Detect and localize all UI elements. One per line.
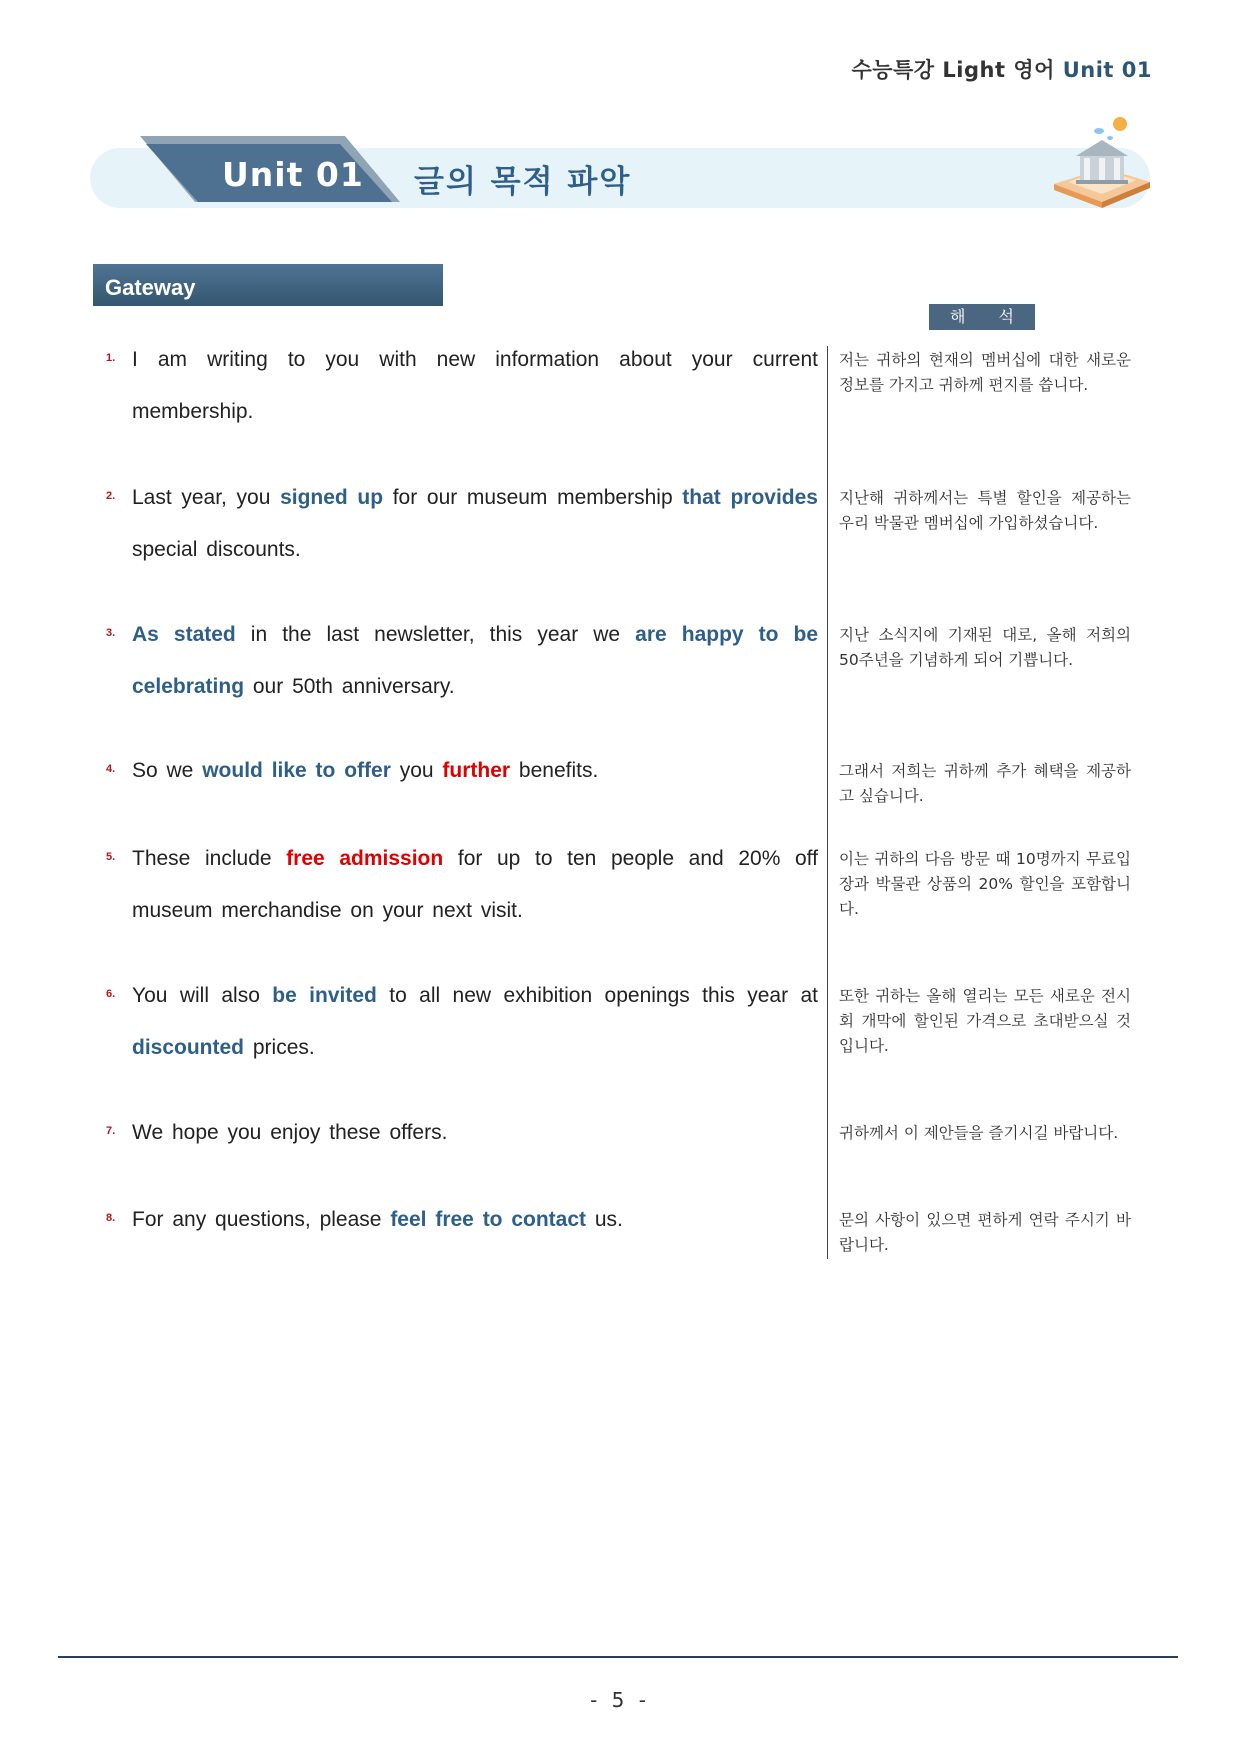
- sentence-english: You will also be invited to all new exhibition openings this year at discounted prices.: [132, 984, 818, 1059]
- sentence-korean: 또한 귀하는 올해 열리는 모든 새로운 전시회 개막에 할인된 가격으로 초대받으실 것입니다.: [839, 987, 1131, 1055]
- sentence-number: 2.: [106, 490, 116, 502]
- sentence-number: 4.: [106, 763, 116, 775]
- sentence-number: 5.: [106, 851, 116, 863]
- page-number: - 5 -: [590, 1688, 650, 1712]
- sentence-english: So we would like to offer you further benefits.: [132, 759, 599, 782]
- column-divider: [827, 346, 828, 1259]
- sentence-number: 7.: [106, 1125, 116, 1137]
- sentence-korean: 이는 귀하의 다음 방문 때 10명까지 무료입장과 박물관 상품의 20% 할인을 포함합니다.: [839, 850, 1131, 918]
- unit-subject: 글의 목적 파악: [414, 164, 632, 200]
- translation-badge: 해 석: [929, 304, 1035, 330]
- sentence-english: We hope you enjoy these offers.: [132, 1121, 448, 1144]
- book-header: [851, 54, 1152, 84]
- sentence-english: For any questions, please feel free to contact us.: [132, 1208, 623, 1231]
- sentence-number: 8.: [106, 1212, 116, 1224]
- sentence-korean: 저는 귀하의 현재의 멤버십에 대한 새로운 정보를 가지고 귀하께 편지를 씁니다.: [839, 351, 1131, 394]
- sentence-korean: 지난 소식지에 기재된 대로, 올해 저희의 50주년을 기념하게 되어 기쁩니다.: [839, 626, 1131, 669]
- header-unit-code: Unit 01: [1062, 58, 1152, 82]
- sentence-korean: 그래서 저희는 귀하께 추가 혜택을 제공하고 싶습니다.: [839, 762, 1131, 805]
- sentence-english: These include free admission for up to ten people and 20% off museum merchandise on your next visit.: [132, 847, 818, 922]
- sentence-number: 6.: [106, 988, 116, 1000]
- sentence-english: As stated in the last newsletter, this year we are happy to be celebrating our 50th anniversary.: [132, 623, 819, 698]
- footer-divider: [58, 1656, 1178, 1658]
- unit-label: Unit 01: [222, 155, 364, 194]
- sentence-number: 1.: [106, 352, 116, 364]
- sentence-korean: 문의 사항이 있으면 편하게 연락 주시기 바랍니다.: [839, 1211, 1131, 1254]
- sentence-korean: 귀하께서 이 제안들을 즐기시길 바랍니다.: [839, 1124, 1119, 1142]
- book-title: 수능특강 Light 영어: [851, 58, 1055, 82]
- museum-book-icon: [1052, 116, 1152, 212]
- sentence-english: Last year, you signed up for our museum membership that provides special discounts.: [132, 486, 818, 561]
- section-title: Gateway: [105, 275, 196, 300]
- sentence-number: 3.: [106, 627, 116, 639]
- sentence-english: I am writing to you with new information about your current membership.: [132, 348, 818, 423]
- sentence-korean: 지난해 귀하께서는 특별 할인을 제공하는 우리 박물관 멤버십에 가입하셨습니다.: [839, 489, 1131, 532]
